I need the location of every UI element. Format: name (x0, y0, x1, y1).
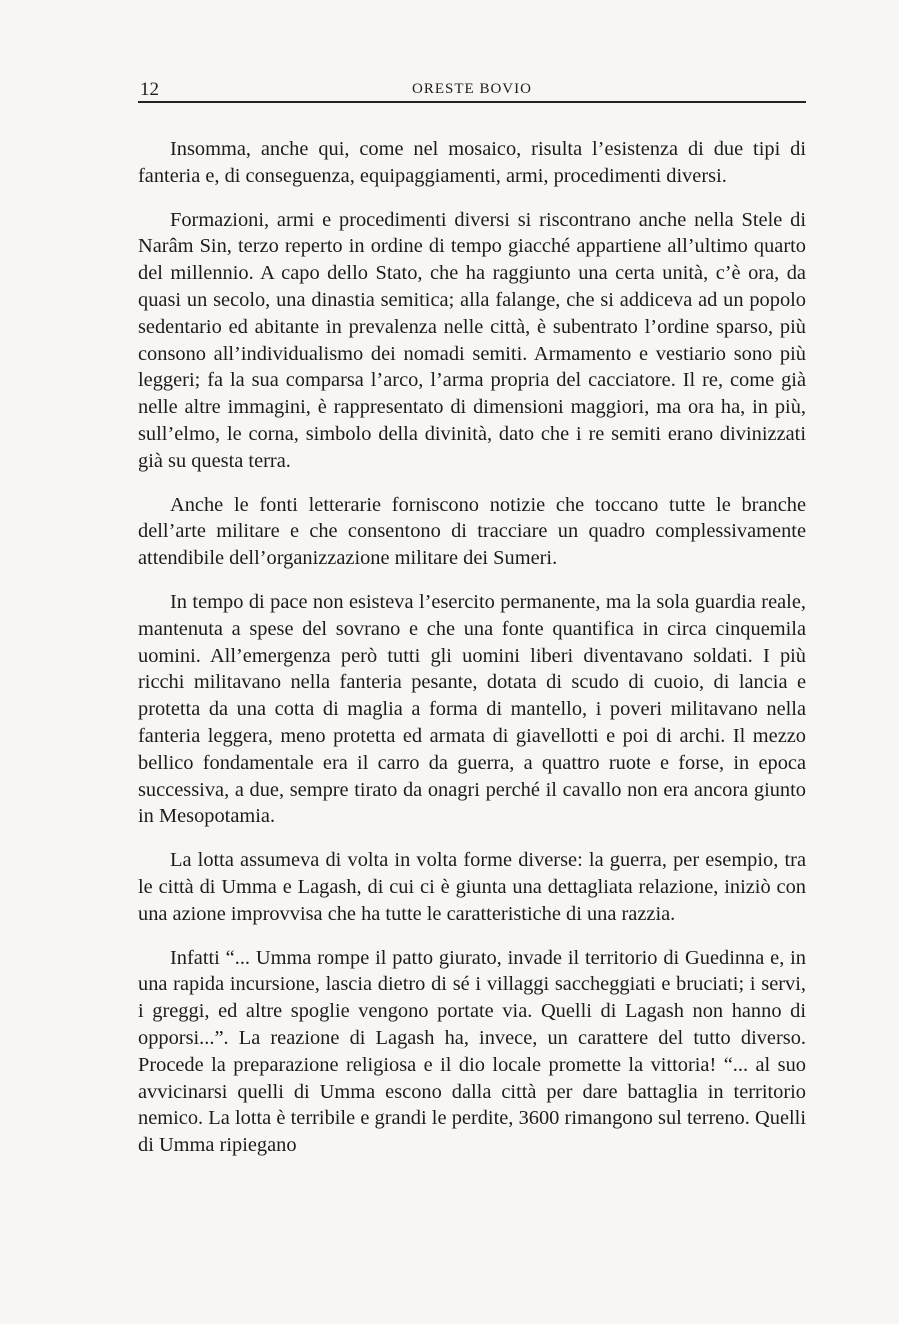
header-rule (138, 101, 806, 103)
paragraph-5: La lotta assumeva di volta in volta forme diverse: la guerra, per esempio, tra le città di Umma e Lagash, di cui ci è giunta una dettagliata relazione, iniziò con una azione improvvisa che ha tutte le caratteristiche di una razzia. (138, 849, 806, 925)
running-title: ORESTE BOVIO (412, 81, 532, 97)
page-number: 12 (140, 79, 159, 100)
paragraph-2: Formazioni, armi e procedimenti diversi si riscontrano anche nella Stele di Narâm Sin, terzo reperto in ordine di tempo giacché appartiene all’ultimo quarto del millennio. A capo dello Stato, che ha raggiunto una certa unità, c’è ora, da quasi un secolo, una dinastia semitica; alla falange, che si addiceva ad un popolo sedentario ed abitante in prevalenza nelle città, è subentrato l’ordine sparso, più consono all’individualismo dei nomadi semiti. Armamento e vestiario sono più leggeri; fa la sua comparsa l’arco, l’arma propria del cacciatore. Il re, come già nelle altre immagini, è rappresentato di dimensioni maggiori, ma ora ha, in più, sull’elmo, le corna, simbolo della divinità, dato che i re semiti erano divinizzati già su questa terra. (138, 208, 806, 472)
paragraph-4: In tempo di pace non esisteva l’esercito permanente, ma la sola guardia reale, mantenuta a spese del sovrano e che una fonte quantifica in circa cinquemila uomini. All’emergenza però tutti gli uomini liberi diventavano soldati. I più ricchi militavano nella fanteria pesante, dotata di scudo di cuoio, di lancia e protetta da una cotta di maglia a forma di mantello, i poveri militavano nella fanteria leggera, meno protetta ed armata di giavellotti e poi di archi. Il mezzo bellico fondamentale era il carro da guerra, a quattro ruote e forse, in epoca successiva, a due, sempre tirato da onagri perché il cavallo non era ancora giunto in Mesopotamia. (138, 590, 806, 828)
paragraph-3: Anche le fonti letterarie forniscono notizie che toccano tutte le branche dell’arte militare e che consentono di tracciare un quadro complessivamente attendibile dell’organizzazione militare dei Sumeri. (138, 493, 806, 570)
running-head (138, 76, 806, 102)
paragraph-1: Insomma, anche qui, come nel mosaico, risulta l’esistenza di due tipi di fanteria e, di conseguenza, equipaggiamenti, armi, procedimenti diversi. (138, 138, 806, 187)
paragraph-6: Infatti “... Umma rompe il patto giurato, invade il territorio di Guedinna e, in una rapida incursione, lascia dietro di sé i villaggi saccheggiati e bruciati; i servi, i greggi, ed altre spoglie vengono portate via. Quelli di Lagash non hanno di opporsi...”. La reazione di Lagash ha, invece, un carattere del tutto diverso. Procede la preparazione religiosa e il dio locale promette la vittoria! “... al suo avvicinarsi quelli di Umma escono dalla città per dare battaglia in territorio nemico. La lotta è terribile e grandi le perdite, 3600 rimangono sul terreno. Quelli di Umma ripiegano (138, 946, 806, 1157)
body-text (138, 136, 806, 1159)
